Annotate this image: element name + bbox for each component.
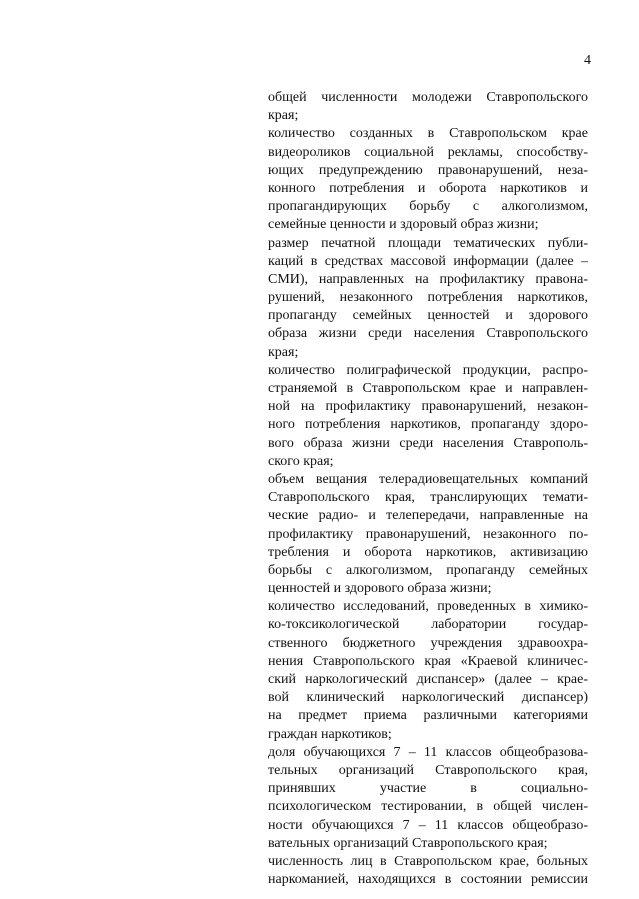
text-line: страняемой в Ставропольском крае и направлен-: [268, 381, 588, 396]
text-line: ценностей и здорового образа жизни;: [268, 581, 492, 597]
text-line: на предмет приема различными категориями: [268, 708, 588, 724]
text-line: ко-токсикологической лаборатории государ-: [268, 617, 588, 633]
text-line: ной на профилактику правонарушений, незакон-: [268, 399, 588, 415]
text-line: ного потребления наркотиков, пропаганду здоро-: [268, 417, 588, 433]
text-line: размер печатной площади тематических публи-: [268, 235, 588, 251]
text-line: конного потребления и оборота наркотиков и: [268, 180, 588, 196]
text-line: вого образа жизни среди населения Ставрополь-: [268, 435, 588, 451]
page-number: 4: [584, 53, 591, 68]
text-line: ственного бюджетного учреждения здравоохра-: [268, 635, 588, 651]
text-line: края;: [268, 108, 299, 124]
text-line: СМИ), направленных на профилактику правона-: [268, 271, 588, 287]
text-line: рушений, незаконного потребления наркотиков,: [268, 290, 588, 306]
text-line: ности обучающихся 7 – 11 классов общеобразо-: [268, 817, 588, 833]
text-line: края;: [268, 344, 299, 360]
text-line: количество исследований, проведенных в химико-: [268, 599, 588, 615]
text-line: борьбы с алкоголизмом, пропаганду семейных: [268, 562, 588, 578]
text-line: наркоманией, находящихся в состоянии ремиссии: [268, 872, 588, 888]
text-line: психологическом тестировании, в общей числен-: [268, 799, 588, 815]
text-line: вательных организаций Ставропольского края;: [268, 835, 548, 851]
text-line: пропагандирующих борьбу с алкоголизмом,: [268, 199, 588, 215]
text-line: количество созданных в Ставропольском крае: [268, 126, 588, 142]
text-line: тельных организаций Ставропольского края,: [268, 762, 588, 778]
text-line: доля обучающихся 7 – 11 классов общеобразова-: [268, 744, 588, 760]
text-line: вой клинический наркологический диспансер): [268, 690, 588, 706]
text-line: ского края;: [268, 453, 334, 469]
body-text: [268, 89, 588, 889]
text-line: общей численности молодежи Ставропольского: [268, 90, 588, 105]
text-line: семейные ценности и здоровый образ жизни;: [268, 217, 539, 233]
text-line: ющих предупреждению правонарушений, неза-: [268, 162, 588, 178]
text-line: принявших участие в социально-: [268, 781, 588, 797]
text-line: пропаганду семейных ценностей и здорового: [268, 308, 588, 324]
text-line: объем вещания телерадиовещательных компаний: [268, 471, 588, 487]
text-line: численность лиц в Ставропольском крае, больных: [268, 853, 588, 869]
text-line: граждан наркотиков;: [268, 726, 392, 742]
text-line: видеороликов социальной рекламы, способству-: [268, 144, 588, 160]
text-line: ческие радио- и телепередачи, направленные на: [268, 508, 588, 524]
text-line: Ставропольского края, транслирующих темати-: [268, 490, 588, 506]
text-line: количество полиграфической продукции, распро-: [268, 362, 588, 378]
text-line: каций в средствах массовой информации (далее –: [268, 253, 588, 269]
text-line: образа жизни среди населения Ставропольского: [268, 326, 588, 342]
text-line: требления и оборота наркотиков, активизацию: [268, 544, 588, 560]
text-line: ский наркологический диспансер» (далее – крае-: [268, 672, 588, 687]
text-line: нения Ставропольского края «Краевой клиничес-: [268, 653, 588, 669]
text-line: профилактику правонарушений, незаконного по-: [268, 526, 588, 542]
